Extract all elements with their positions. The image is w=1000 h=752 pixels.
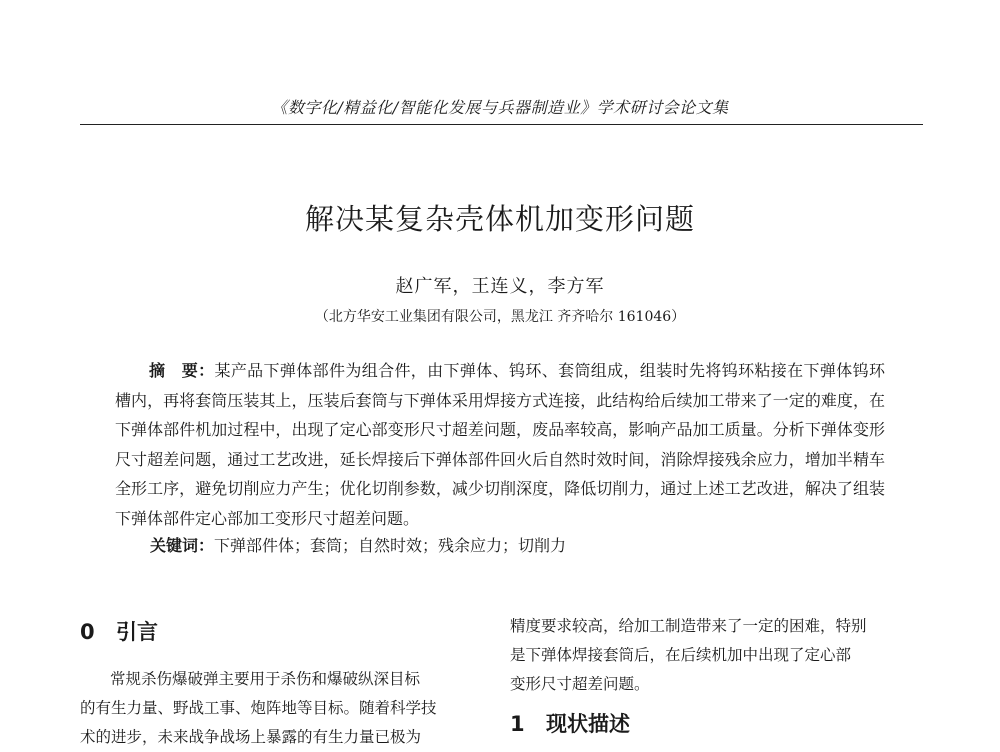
section-number: 0 xyxy=(80,620,95,644)
abstract-label: 摘 要： xyxy=(149,361,215,380)
body-line: 是下弹体焊接套筒后，在后续机加中出现了定心部 xyxy=(510,646,852,664)
header-rule xyxy=(80,124,923,125)
section-heading-status xyxy=(510,707,910,741)
abstract xyxy=(115,356,885,533)
section-heading-introduction xyxy=(80,615,480,649)
body-line: 的有生力量、野战工事、炮阵地等目标。随着科学技 xyxy=(80,699,437,717)
body-line: 术的进步，未来战争战场上暴露的有生力量已极为 xyxy=(80,728,422,746)
body-line: 精度要求较高，给加工制造带来了一定的困难，特别 xyxy=(510,617,867,635)
body-line: 变形尺寸超差问题。 xyxy=(510,675,650,693)
running-head: 《数字化/精益化/智能化发展与兵器制造业》学术研讨会论文集 xyxy=(271,98,729,117)
author-affiliation: （北方华安工业集团有限公司，黑龙江 齐齐哈尔 161046） xyxy=(314,309,686,325)
keywords-label: 关键词： xyxy=(150,536,215,555)
section-number: 1 xyxy=(510,712,525,736)
body-line: 常规杀伤爆破弹主要用于杀伤和爆破纵深目标 xyxy=(110,670,421,688)
author-list: 赵广军，王连义，李方军 xyxy=(395,276,605,297)
section-title: 引言 xyxy=(116,620,158,644)
right-column xyxy=(510,612,910,741)
left-column xyxy=(80,615,480,752)
abstract-text: 某产品下弹体部件为组合件，由下弹体、钨环、套筒组成，组装时先将钨环粘接在下弹体钨环槽内，再将套筒压装其上，压装后套筒与下弹体采用焊接方式连接，此结构给后续加工带来了一定的难度，在下弹体部件机加过程中，出现了定心部变形尺寸超差问题，废品率较高，影响产品加工质量。分析下弹体变形尺寸超差问题，通过工艺改进，延长焊接后下弹体部件回火后自然时效时间，消除焊接残余应力，增加半精车全形工序，避免切削应力产生；优化切削参数，减少切削深度，降低切削力，通过上述工艺改进，解决了组装下弹体部件定心部加工变形尺寸超差问题。 xyxy=(115,361,885,528)
keywords xyxy=(150,531,885,561)
section-title: 现状描述 xyxy=(546,712,630,736)
keywords-text: 下弹部件体；套筒；自然时效；残余应力；切削力 xyxy=(214,536,567,555)
paper-title: 解决某复杂壳体机加变形问题 xyxy=(304,202,695,236)
